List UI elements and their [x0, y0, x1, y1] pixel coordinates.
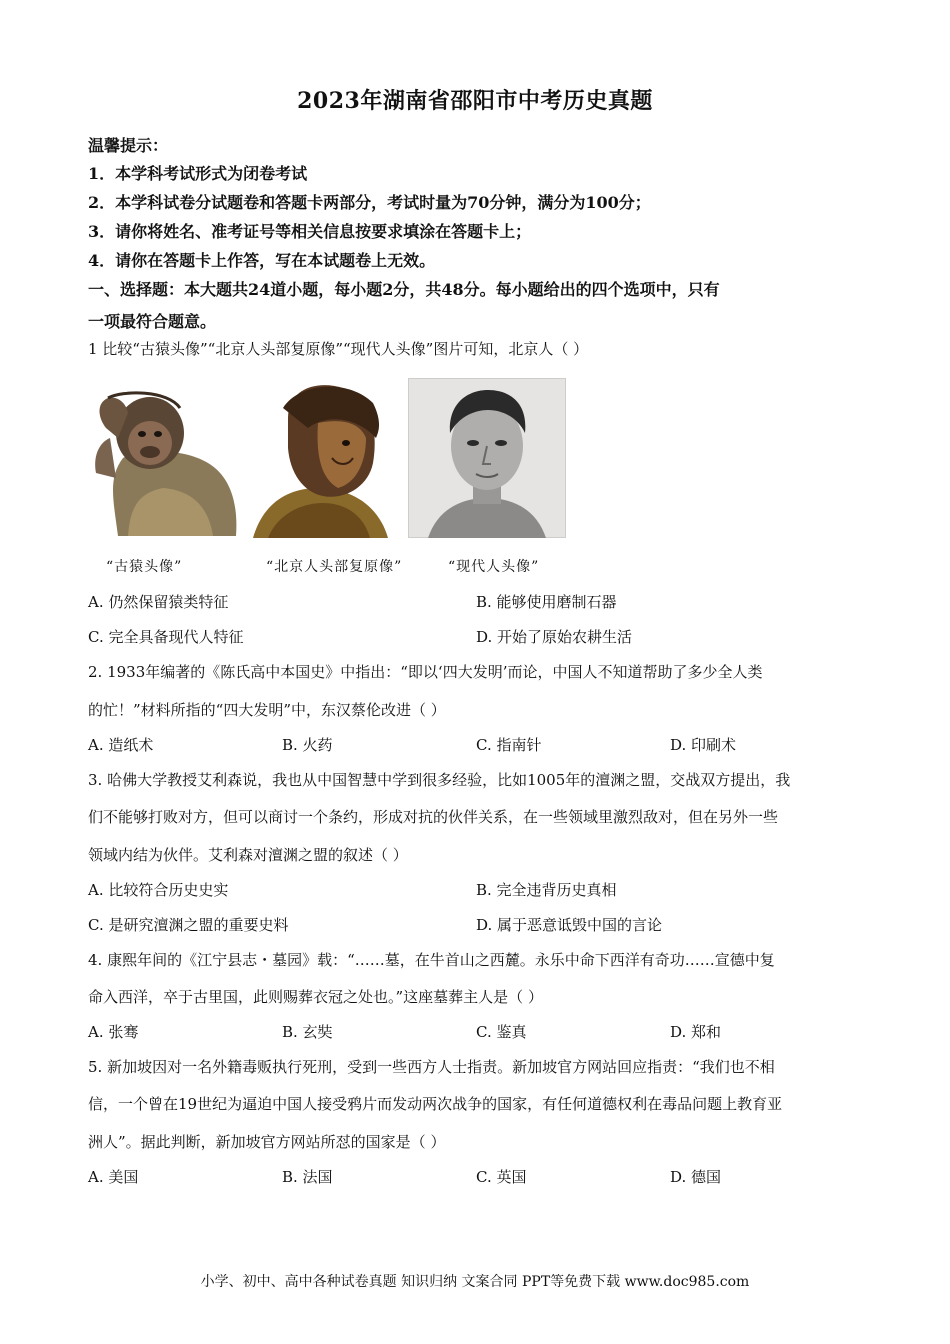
question-2-option-d: D. 印刷术	[670, 736, 737, 754]
question-4-text: 命入西洋，卒于古里国，此则赐葬衣冠之处也。”这座墓葬主人是（ ）	[88, 988, 543, 1006]
question-5-option-c: C. 英国	[476, 1168, 527, 1186]
caption-peking-man: “北京人头部复原像”	[266, 559, 403, 575]
question-2-option-c: C. 指南针	[476, 736, 542, 754]
peking-man-image	[248, 378, 400, 538]
question-4-option-a: A. 张骞	[88, 1023, 139, 1041]
question-1-text: 1 比较“古猿头像”“北京人头部复原像”“现代人头像”图片可知，北京人（ ）	[88, 340, 589, 358]
question-4-text: 4. 康熙年间的《江宁县志・墓园》载：“……墓，在牛首山之西麓。永乐中命下西洋有奇功……宣德中复	[88, 951, 775, 969]
question-5-text: 洲人”。据此判断，新加坡官方网站所怼的国家是（ ）	[88, 1133, 446, 1151]
question-2-text: 2. 1933年编著的《陈氏高中本国史》中指出：“即以‘四大发明’而论，中国人不知道帮助了多少全人类	[88, 663, 763, 681]
notice-heading: 温馨提示：	[88, 136, 169, 155]
question-1-option-d: D. 开始了原始农耕生活	[476, 628, 633, 646]
question-3-text: 领域内结为伙伴。艾利森对澶渊之盟的叙述（ ）	[88, 846, 408, 864]
caption-modern-human: “现代人头像”	[448, 559, 540, 575]
page-footer: 小学、初中、高中各种试卷真题 知识归纳 文案合同 PPT等免费下载 www.doc985.com	[200, 1274, 750, 1290]
question-4-option-d: D. 郑和	[670, 1023, 722, 1041]
section-heading-cont: 一项最符合题意。	[88, 312, 217, 331]
notice-item: 2．本学科试卷分试题卷和答题卡两部分，考试时量为70分钟，满分为100分；	[88, 193, 651, 212]
question-1-option-b: B. 能够使用磨制石器	[476, 593, 617, 611]
question-4-option-b: B. 玄奘	[282, 1023, 333, 1041]
question-3-text: 3. 哈佛大学教授艾利森说，我也从中国智慧中学到很多经验，比如1005年的澶渊之盟，交战双方提出，我	[88, 771, 791, 789]
notice-item: 1．本学科考试形式为闭卷考试	[88, 164, 308, 183]
question-5-option-a: A. 美国	[88, 1168, 139, 1186]
ape-head-image	[88, 378, 240, 536]
question-4-option-c: C. 鉴真	[476, 1023, 527, 1041]
notice-item: 4．请你在答题卡上作答，写在本试题卷上无效。	[88, 251, 436, 270]
modern-human-image	[408, 378, 566, 538]
question-3-option-c: C. 是研究澶渊之盟的重要史料	[88, 916, 289, 934]
question-2-option-b: B. 火药	[282, 736, 333, 754]
question-3-text: 们不能够打败对方，但可以商讨一个条约，形成对抗的伙伴关系，在一些领域里激烈敌对，但在另外一些	[88, 808, 779, 826]
question-1-option-a: A. 仍然保留猿类特征	[88, 593, 229, 611]
question-2-option-a: A. 造纸术	[88, 736, 154, 754]
question-1-option-c: C. 完全具备现代人特征	[88, 628, 244, 646]
question-5-text: 信，一个曾在19世纪为逼迫中国人接受鸦片而发动两次战争的国家，有任何道德权利在毒品问题上教育亚	[88, 1095, 783, 1113]
caption-ape-head: “古猿头像”	[106, 559, 183, 575]
question-3-option-d: D. 属于恶意诋毁中国的言论	[476, 916, 663, 934]
notice-item: 3．请你将姓名、准考证号等相关信息按要求填涂在答题卡上；	[88, 222, 532, 241]
question-5-text: 5. 新加坡因对一名外籍毒贩执行死刑，受到一些西方人士指责。新加坡官方网站回应指责：“我们也不相	[88, 1058, 775, 1076]
page-title: 2023年湖南省邵阳市中考历史真题	[297, 88, 653, 114]
question-2-text: 的忙！”材料所指的“四大发明”中，东汉蔡伦改进（ ）	[88, 701, 446, 719]
question-5-option-b: B. 法国	[282, 1168, 333, 1186]
question-5-option-d: D. 德国	[670, 1168, 722, 1186]
question-3-option-b: B. 完全违背历史真相	[476, 881, 617, 899]
question-3-option-a: A. 比较符合历史史实	[88, 881, 229, 899]
section-heading: 一、选择题：本大题共24道小题，每小题2分，共48分。每小题给出的四个选项中，只有	[88, 280, 720, 299]
